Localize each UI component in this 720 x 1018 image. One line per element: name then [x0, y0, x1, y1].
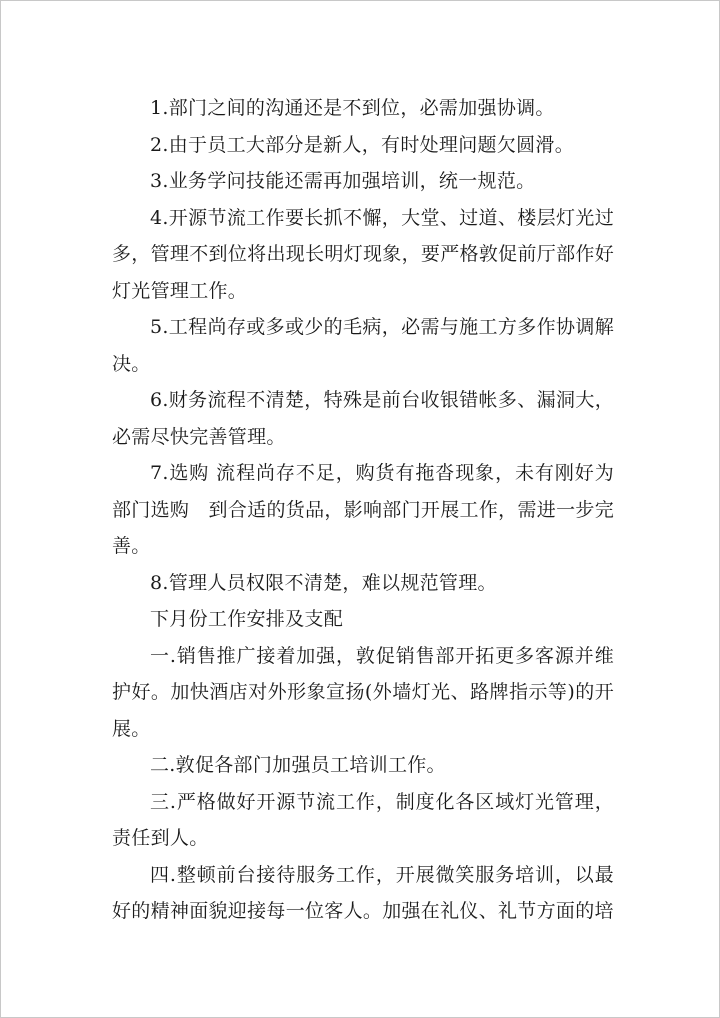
- paragraph-2: 2.由于员工大部分是新人，有时处理问题欠圆滑。: [150, 133, 575, 156]
- section-heading: 下月份工作安排及支配: [150, 608, 344, 630]
- paragraph-5: 5.工程尚存或多或少的毛病，必需与施工方多作协调解决。: [112, 316, 614, 375]
- paragraph-3: 3.业务学问技能还需再加强培训，统一规范。: [150, 170, 536, 192]
- plan-item-1: 一.销售推广接着加强，敦促销售部开拓更多客源并维护好。加快酒店对外形象宣扬(外墙灯光、路牌指示等)的开展。: [112, 644, 614, 740]
- plan-item-2: 二.敦促各部门加强员工培训工作。: [150, 754, 446, 776]
- paragraph-7: 7.选购 流程尚存不足，购货有拖沓现象，未有刚好为部门选购 到合适的货品，影响部门开展工作，需进一步完善。: [112, 462, 614, 557]
- plan-item-4: 四.整顿前台接待服务工作，开展微笑服务培训，以最好的精神面貌迎接每一位客人。加强在礼仪、礼节方面的培: [112, 863, 614, 922]
- paragraph-8: 8.管理人员权限不清楚，难以规范管理。: [150, 571, 497, 594]
- document-body: [112, 90, 614, 930]
- paragraph-6: 6.财务流程不清楚，特殊是前台收银错帐多、漏洞大，必需尽快完善管理。: [112, 389, 614, 448]
- paragraph-4: 4.开源节流工作要长抓不懈，大堂、过道、楼层灯光过多，管理不到位将出现长明灯现象，要严格敦促前厅部作好灯光管理工作。: [112, 206, 614, 302]
- paragraph-1: 1.部门之间的沟通还是不到位，必需加强协调。: [150, 97, 555, 119]
- plan-item-3: 三.严格做好开源节流工作，制度化各区域灯光管理，责任到人。: [112, 790, 614, 849]
